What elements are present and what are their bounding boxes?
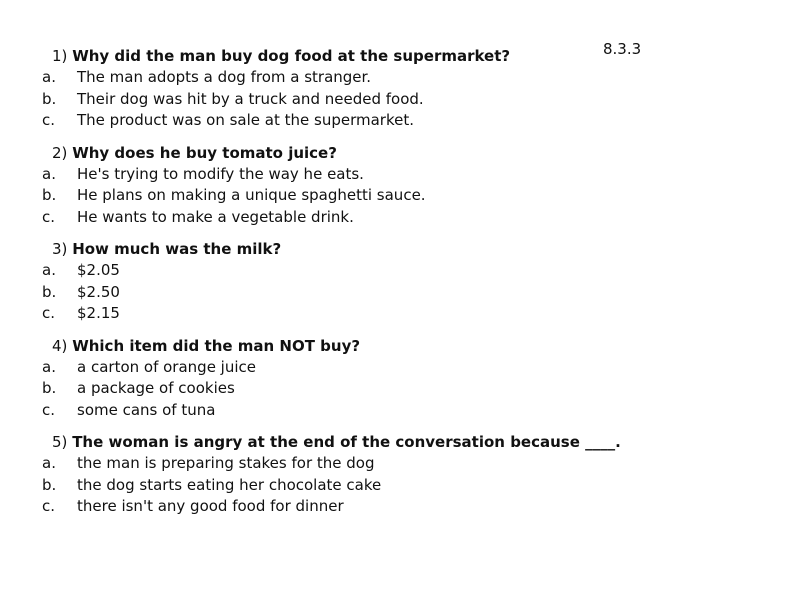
question-block-5: [0, 432, 780, 518]
option-text: a package of cookies: [77, 379, 235, 397]
question-block-3: [0, 239, 780, 325]
option-2b: [0, 185, 780, 207]
question-number: 3): [52, 240, 68, 258]
option-3b: [0, 282, 780, 304]
option-5a: [0, 453, 780, 475]
option-text: some cans of tuna: [77, 400, 216, 419]
question-number: 4): [52, 336, 68, 355]
option-text: The product was on sale at the supermarket.: [77, 111, 414, 129]
option-text: the man is preparing stakes for the dog: [77, 454, 375, 472]
option-4b: [0, 378, 780, 400]
option-4a: [0, 357, 780, 379]
option-letter: a.: [42, 261, 56, 279]
option-letter: c.: [42, 111, 56, 129]
option-4c: [0, 400, 780, 422]
option-2c: [0, 207, 780, 229]
question-text: Why does he buy tomato juice?: [72, 143, 337, 162]
option-letter: b.: [42, 89, 57, 108]
question-text: How much was the milk?: [72, 240, 282, 258]
question-1: [0, 46, 780, 67]
option-letter: a.: [42, 164, 56, 183]
question-block-1: [0, 46, 780, 132]
option-3c: [0, 303, 780, 325]
option-text: The man adopts a dog from a stranger.: [77, 68, 372, 86]
option-text: a carton of orange juice: [77, 357, 257, 376]
question-2: [0, 143, 780, 164]
option-1b: [0, 89, 780, 111]
option-letter: b.: [42, 186, 57, 204]
question-number: 1): [52, 47, 68, 65]
option-1a: [0, 67, 780, 89]
option-text: $2.05: [77, 261, 120, 279]
question-number: 2): [52, 143, 68, 162]
option-letter: c.: [42, 400, 56, 419]
question-text: Which item did the man NOT buy?: [72, 336, 361, 355]
quiz: [0, 46, 780, 529]
question-text: Why did the man buy dog food at the supermarket?: [72, 47, 511, 65]
option-text: Their dog was hit by a truck and needed food.: [77, 89, 424, 108]
option-5b: [0, 475, 780, 497]
option-letter: b.: [42, 282, 57, 301]
question-number: 5): [52, 433, 68, 451]
question-text: The woman is angry at the end of the conversation because ____.: [72, 433, 621, 451]
question-4: [0, 336, 780, 357]
question-block-2: [0, 143, 780, 229]
option-letter: a.: [42, 357, 56, 376]
option-text: $2.50: [77, 282, 120, 301]
option-letter: c.: [42, 497, 56, 515]
option-text: the dog starts eating her chocolate cake: [77, 475, 382, 494]
option-letter: c.: [42, 304, 56, 322]
option-letter: a.: [42, 454, 56, 472]
option-letter: b.: [42, 475, 57, 494]
option-text: He plans on making a unique spaghetti sauce.: [77, 186, 426, 204]
question-block-4: [0, 336, 780, 422]
question-5: [0, 432, 780, 453]
option-text: He wants to make a vegetable drink.: [77, 207, 354, 226]
option-2a: [0, 164, 780, 186]
question-3: [0, 239, 780, 260]
option-text: $2.15: [77, 304, 120, 322]
page-code: 8.3.3: [603, 40, 642, 58]
option-3a: [0, 260, 780, 282]
option-text: He's trying to modify the way he eats.: [77, 164, 364, 183]
option-text: there isn't any good food for dinner: [77, 497, 344, 515]
option-letter: a.: [42, 68, 56, 86]
option-letter: c.: [42, 207, 56, 226]
option-1c: [0, 110, 780, 132]
option-letter: b.: [42, 379, 57, 397]
option-5c: [0, 496, 780, 518]
